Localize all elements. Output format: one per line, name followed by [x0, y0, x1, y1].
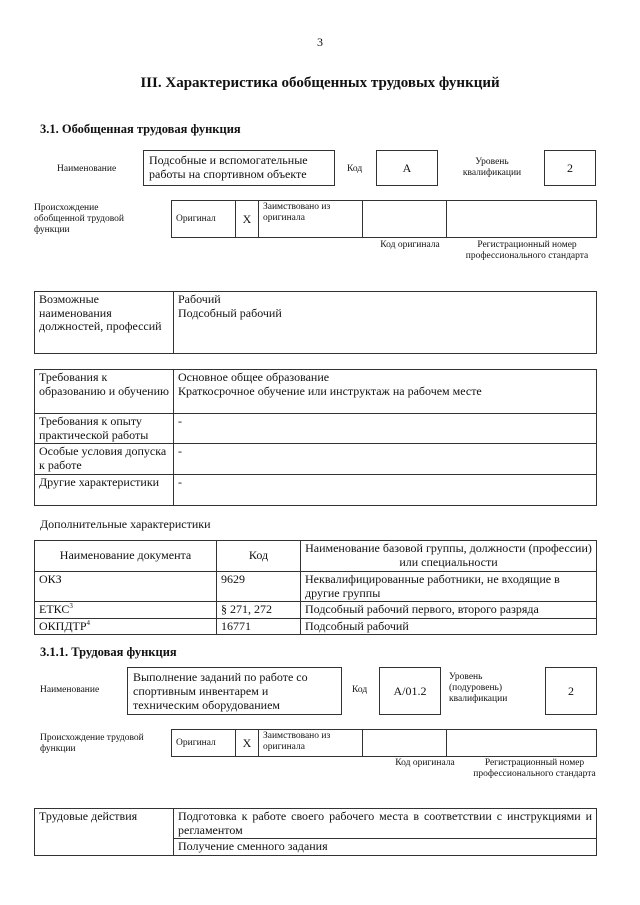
gtf-heading: 3.1. Обобщенная трудовая функция [40, 122, 241, 136]
additional-title: Дополнительные характеристики [40, 517, 211, 531]
gtf-name-label: Наименование [57, 164, 117, 174]
additional-row-code: 9629 [217, 572, 301, 602]
req-value: - [174, 414, 597, 444]
positions-table [34, 291, 597, 354]
req-value: - [174, 444, 597, 475]
tf-level-label: Уровень (подуровень) квалификации [449, 672, 508, 704]
gtf-reg-number-label: Регистрационный номер профессионального стандарта [465, 240, 589, 261]
additional-header-code: Код [217, 541, 301, 572]
gtf-code-label: Код [347, 164, 363, 174]
tf-level-value: 2 [545, 667, 597, 715]
gtf-original-label: Оригинал [172, 201, 236, 238]
action-item: Получение сменного задания [174, 839, 597, 856]
tf-heading: 3.1.1. Трудовая функция [40, 645, 177, 659]
req-value: - [174, 475, 597, 506]
gtf-level-label: Уровень квалификации [462, 157, 522, 178]
position-item: Подсобный рабочий [178, 305, 282, 320]
tf-reg-number-cell [447, 730, 597, 757]
gtf-reg-number-cell [447, 201, 597, 238]
gtf-original-mark: X [236, 201, 259, 238]
tf-name-value: Выполнение заданий по работе со спортивным инвентарем и техническим оборудованием [127, 667, 342, 715]
tf-name-label: Наименование [40, 685, 100, 695]
additional-row-code: 16771 [217, 618, 301, 635]
gtf-code-value: A [376, 150, 438, 186]
tf-original-mark: X [236, 730, 259, 757]
additional-row-doc: ОКЗ [35, 572, 217, 602]
additional-row-doc: ОКПДТР$^4$ [35, 618, 217, 635]
section-title: III. Характеристика обобщенных трудовых функций [140, 75, 500, 91]
req-label-experience: Требования к опыту практической работы [35, 414, 174, 444]
gtf-origin-table [171, 200, 597, 238]
tf-code-original-label: Код оригинала [395, 758, 455, 768]
tf-reg-number-label: Регистрационный номер профессионального стандарта [473, 758, 596, 779]
additional-header-doc: Наименование документа [35, 541, 217, 572]
req-label-admission: Особые условия допуска к работе [35, 444, 174, 475]
tf-borrowed-label: Заимствовано из оригинала [259, 730, 363, 757]
gtf-borrowed-label: Заимствовано из оригинала [259, 201, 363, 238]
additional-table [34, 540, 597, 635]
additional-row-code: § 271, 272 [217, 602, 301, 619]
gtf-origin-label: Происхождение обобщенной трудовой функции [34, 203, 124, 235]
page-number: 3 [317, 35, 323, 49]
req-label-other: Другие характеристики [35, 475, 174, 506]
tf-original-label: Оригинал [172, 730, 236, 757]
additional-row-name: Подсобный рабочий [301, 618, 597, 635]
tf-code-original-cell [363, 730, 447, 757]
actions-label: Трудовые действия [35, 809, 174, 856]
req-label-education: Требования к образованию и обучению [35, 370, 174, 414]
footnote-mark: 3 [69, 602, 73, 610]
action-item: Подготовка к работе своего рабочего места в соответствии с инструкциями и регламентом [174, 809, 597, 839]
positions-label: Возможные наименования должностей, профессий [35, 292, 174, 354]
footnote-mark: 4 [86, 618, 91, 627]
tf-origin-table [171, 729, 597, 757]
tf-origin-label: Происхождение трудовой функции [40, 733, 144, 754]
requirements-table [34, 369, 597, 506]
tf-code-label: Код [352, 685, 368, 695]
gtf-code-original-label: Код оригинала [380, 240, 440, 250]
additional-row-name: Неквалифицированные работники, не входящие в другие группы [301, 572, 597, 602]
gtf-code-original-cell [363, 201, 447, 238]
additional-header-name: Наименование базовой группы, должности (профессии) или специальности [301, 541, 597, 572]
additional-row-name: Подсобный рабочий первого, второго разряда [301, 602, 597, 619]
position-item: Рабочий [178, 292, 221, 306]
actions-table [34, 808, 597, 856]
req-value: Основное общее образование [178, 370, 330, 384]
gtf-level-value: 2 [544, 150, 596, 186]
gtf-name-value: Подсобные и вспомогательные работы на спортивном объекте [143, 150, 335, 186]
req-value: Краткосрочное обучение или инструктаж на рабочем месте [178, 383, 482, 398]
additional-row-doc: ЕТКС$^3$ [35, 602, 217, 619]
tf-code-value: A/01.2 [379, 667, 441, 715]
